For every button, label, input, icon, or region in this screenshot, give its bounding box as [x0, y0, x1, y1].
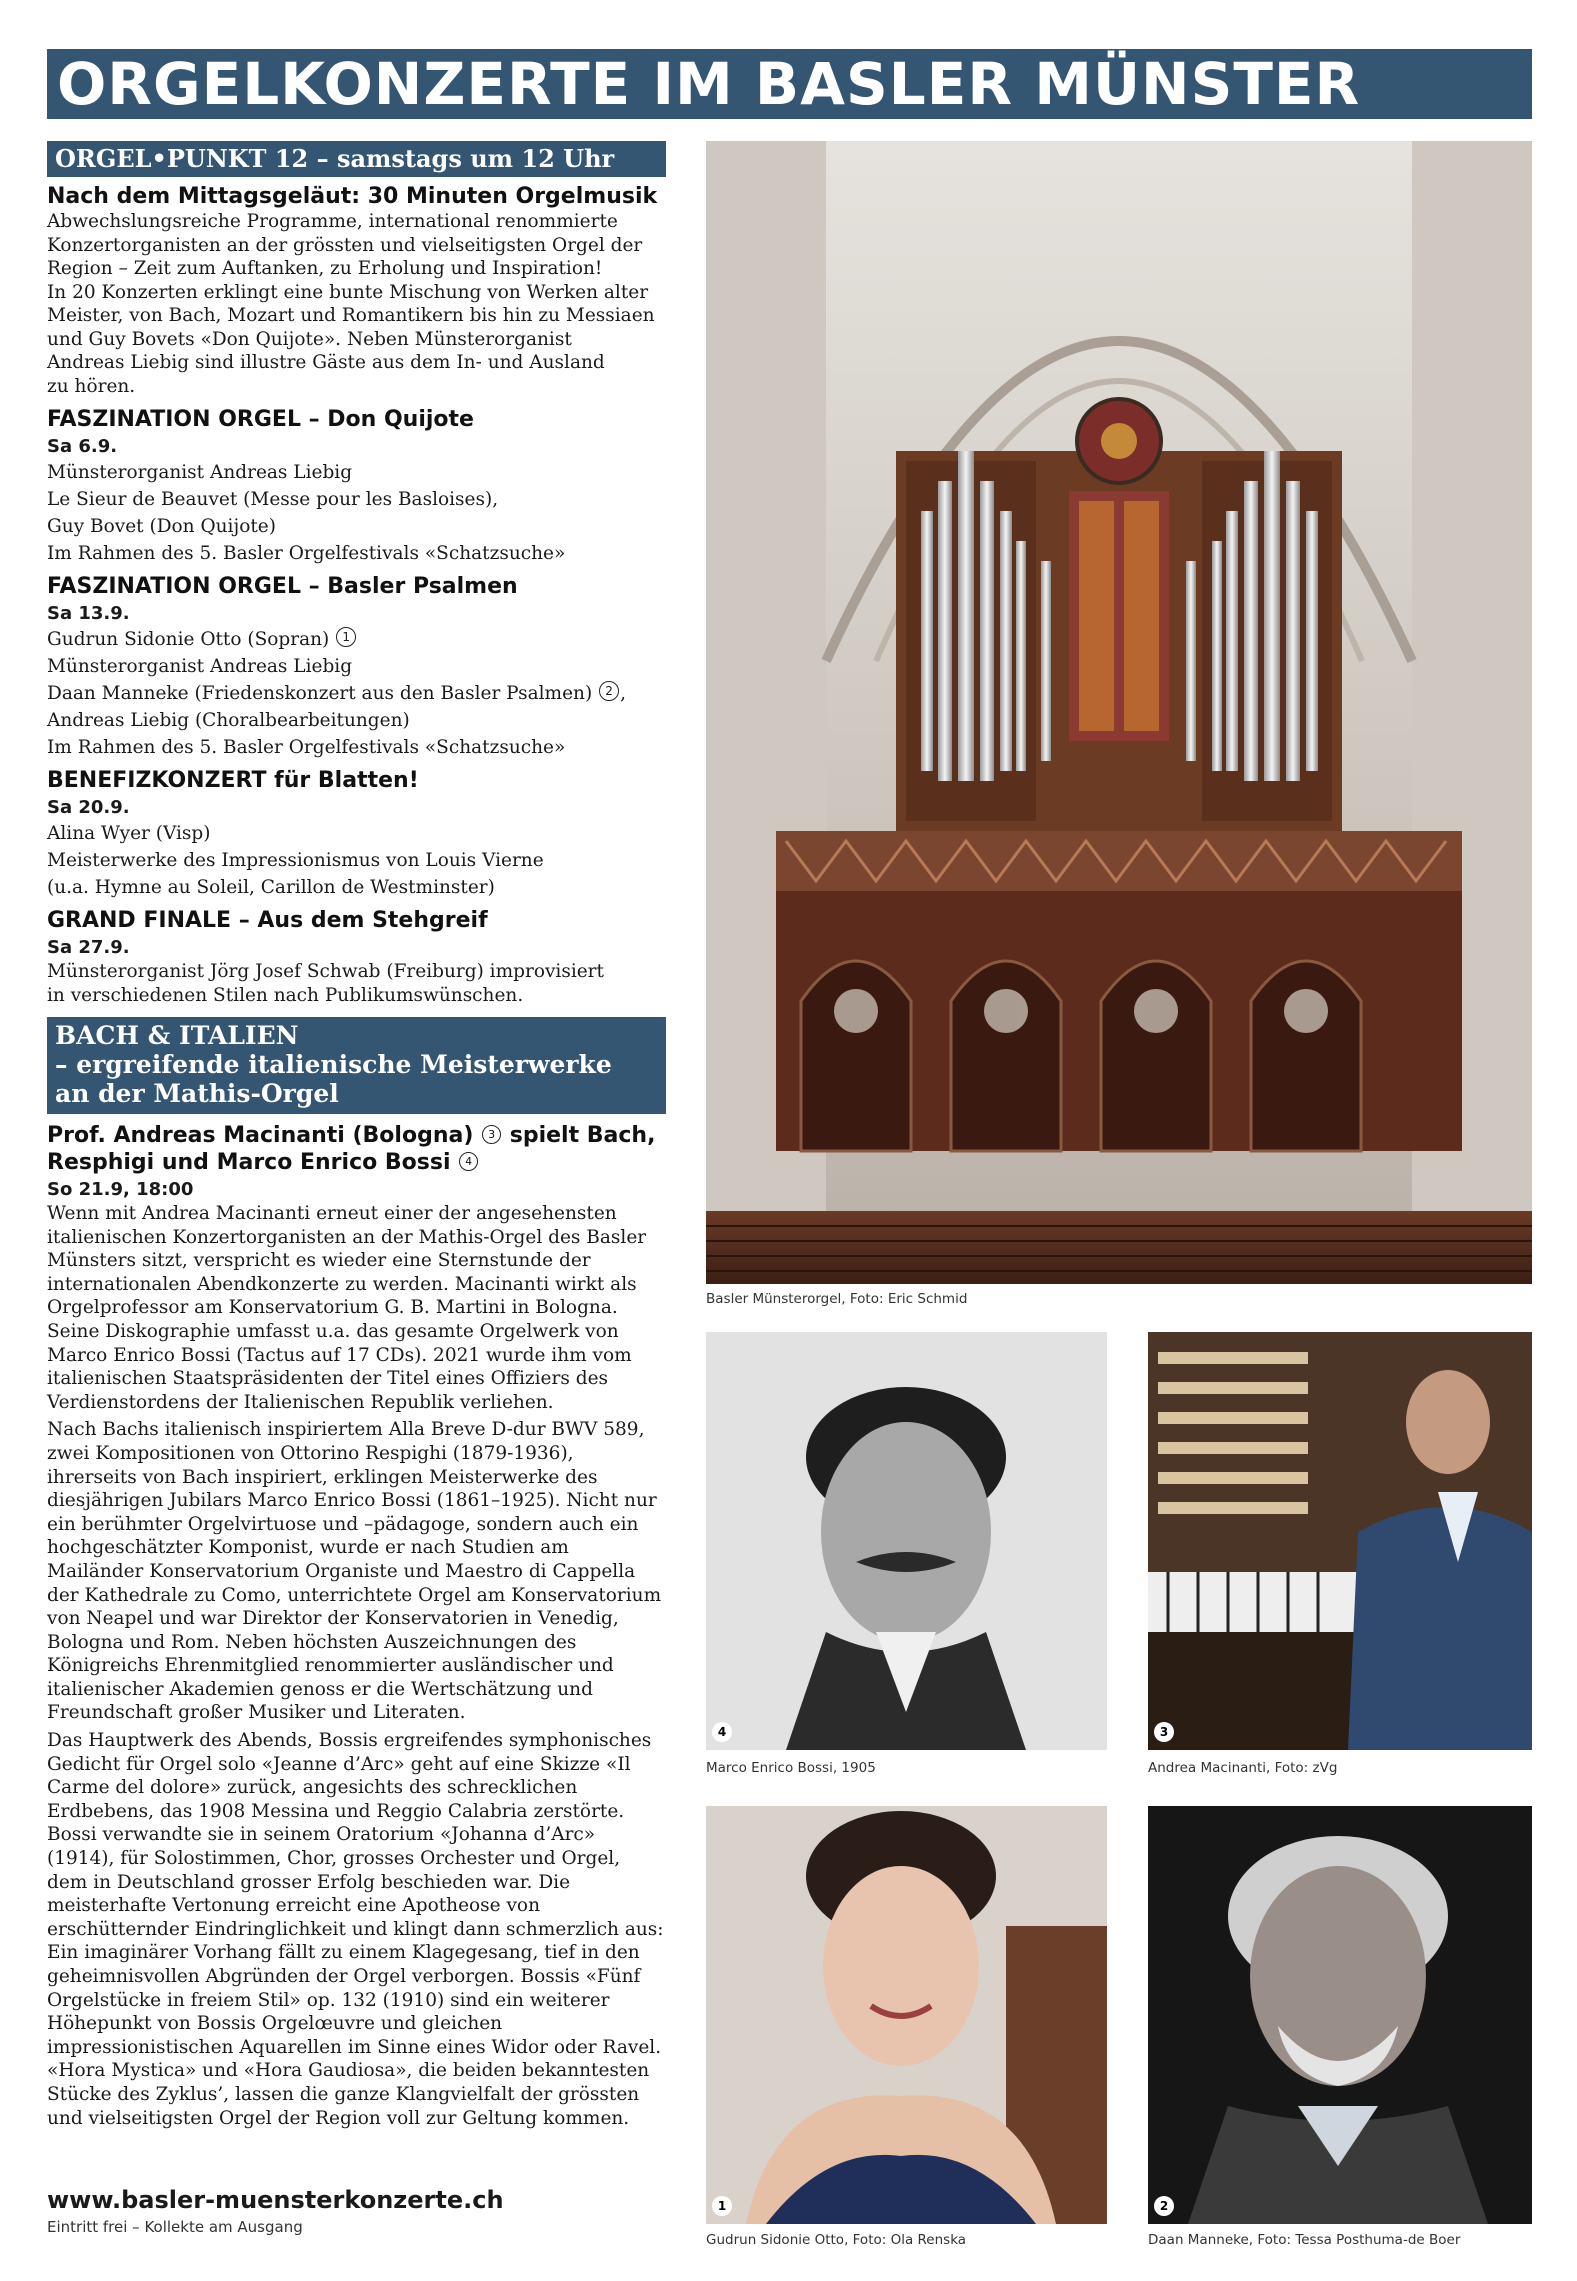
photo-number-badge: 4 [712, 1722, 732, 1742]
bach-heading-line: BACH & ITALIEN [55, 1021, 299, 1050]
left-column [47, 141, 666, 2134]
bach-heading [47, 1017, 666, 1114]
photo-number-badge: 2 [1154, 2196, 1174, 2216]
event-line-text: Daan Manneke (Friedenskonzert aus den Basler Psalmen) [47, 683, 593, 704]
macinanti-portrait [1148, 1332, 1532, 1750]
intro-line: Region – Zeit zum Auftanken, zu Erholung und Inspiration! [47, 258, 603, 279]
photo-ref-badge: 4 [459, 1152, 478, 1171]
intro-line: Andreas Liebig sind illustre Gäste aus dem In- und Ausland [47, 352, 605, 373]
event-line: Im Rahmen des 5. Basler Orgelfestivals «Schatzsuche» [47, 737, 566, 758]
manneke-photo [1148, 1806, 1532, 2224]
orgelpunkt-intro [47, 210, 666, 398]
otto-portrait [706, 1806, 1107, 2224]
event-title: BENEFIZKONZERT für Blatten! [47, 768, 419, 793]
paragraph: Nach Bachs italienisch inspiriertem Alla Breve D-dur BWV 589, zwei Kompositionen von Ottorino Respighi (1879-1936), ihrerseits von Bach inspiriert, erklingen Meisterwerke des diesjährigen Jubilars Marco Enrico Bossi (1861–1925). Nicht nur ein berühmter Orgelvirtuose und –pädagoge, sondern auch ein hochgeschätzter Komponist, wurde er nach Studien am Mailänder Konservatorium Organiste und Maestro di Cappella der Kathedrale zu Como, unterrichtete Orgel am Konservatorium von Neapel und war Direktor der Konservatorien in Venedig, Bologna und Rom. Neben höchsten Auszeichnungen des Königreichs Ehrenmitglied renommierter ausländischer und italienischer Akademien genoss er die Wertschätzung und Freundschaft großer Musiker und Literaten. [47, 1419, 662, 1724]
event-line: in verschiedenen Stilen nach Publikumswünschen. [47, 984, 524, 1006]
intro-line: Konzertorganisten an der grössten und vielseitigsten Orgel der [47, 234, 643, 256]
intro-line: und Guy Bovets «Don Quijote». Neben Münsterorganist [47, 328, 572, 350]
orgelpunkt-heading: ORGEL•PUNKT 12 – samstags um 12 Uhr [47, 141, 666, 177]
event-line: Guy Bovet (Don Quijote) [47, 516, 276, 537]
website-link[interactable]: www.basler-muensterkonzerte.ch [47, 2186, 504, 2214]
macinanti-caption: Andrea Macinanti, Foto: zVg [1148, 1760, 1338, 1776]
intro-line: zu hören. [47, 375, 136, 397]
event-line: Münsterorganist Jörg Josef Schwab (Freiburg) improvisiert [47, 961, 604, 982]
event-line-text: Gudrun Sidonie Otto (Sopran) [47, 629, 330, 650]
event-line: Münsterorganist Andreas Liebig [47, 656, 353, 677]
bossi-caption: Marco Enrico Bossi, 1905 [706, 1760, 876, 1776]
event-line: Le Sieur de Beauvet (Messe pour les Basloises), [47, 489, 499, 510]
photo-number-badge: 3 [1154, 1722, 1174, 1742]
page-title: ORGELKONZERTE IM BASLER MÜNSTER [47, 49, 1532, 119]
bach-text [47, 1202, 666, 2130]
orgelpunkt-subheading: Nach dem Mittagsgeläut: 30 Minuten Orgelmusik [47, 184, 658, 209]
photo-ref-badge: 3 [482, 1125, 501, 1144]
event-title: FASZINATION ORGEL – Don Quijote [47, 407, 474, 432]
event-line [47, 680, 666, 707]
paragraph: Das Hauptwerk des Abends, Bossis ergreifendes symphonisches Gedicht für Orgel solo «Jeanne d’Arc» geht auf eine Skizze «Il Carme del dolore» zurück, angesichts des schrecklichen Erdbebens, das 1908 Messina und Reggio Calabria zerstörte. Bossi verwandte sie in seinem Oratorium «Johanna d’Arc» (1914), für Solostimmen, Chor, grosses Orchester und Orgel, dem in Deutschland grosser Erfolg beschieden war. Die meisterhafte Vertonung erreicht eine Apotheose von erschütternder Eindringlichkeit und klingt dann schmerzlich aus: Ein imaginärer Vorhang fällt zu einem Klagegesang, tief in den geheimnisvollen Abgründen der Orgel verborgen. Bossis «Fünf Orgelstücke in freiem Stil» op. 132 (1910) sind ein weiterer Höhepunkt von Bossis Orgelœuvre und gleichen impressionistischen Aquarellen im Sinne eines Widor oder Ravel. «Hora Mystica» und «Hora Gaudiosa», die beiden bekanntesten Stücke des Zyklus’, lassen die ganze Klangvielfalt der grössten und vielseitigsten Orgel der Region voll zur Geltung kommen. [47, 1730, 664, 2129]
bach-sub-text: Resphigi und Marco Enrico Bossi [47, 1150, 451, 1175]
bach-heading-line: – ergreifende italienische Meisterwerke [55, 1050, 612, 1079]
bossi-portrait [706, 1332, 1107, 1750]
event-title: GRAND FINALE – Aus dem Stehgreif [47, 908, 488, 933]
manneke-portrait [1148, 1806, 1532, 2224]
event-date: Sa 20.9. [47, 797, 130, 818]
photo-ref-badge: 1 [336, 627, 356, 647]
event-date: Sa 13.9. [47, 603, 130, 624]
bach-sub-text: Prof. Andreas Macinanti (Bologna) [47, 1123, 474, 1148]
otto-caption: Gudrun Sidonie Otto, Foto: Ola Renska [706, 2232, 967, 2248]
bach-heading-line: an der Mathis-Orgel [55, 1079, 339, 1108]
bach-sub-text: spielt Bach, [509, 1123, 656, 1148]
event-line: Meisterwerke des Impressionismus von Louis Vierne [47, 850, 544, 871]
bach-subheading [47, 1122, 666, 1176]
event-benefiz [47, 767, 666, 901]
event-basler-psalmen [47, 573, 666, 761]
admission-note: Eintritt frei – Kollekte am Ausgang [47, 2218, 303, 2236]
paragraph: Wenn mit Andrea Macinanti erneut einer der angesehensten italienischen Konzertorganisten an der Mathis-Orgel des Basler Münsters sitzt, verspricht es wieder eine Sternstunde der internationalen Abendkonzerte zu werden. Macinanti wirkt als Orgelprofessor am Konservatorium G. B. Martini in Bologna. Seine Diskographie umfasst u.a. das gesamte Orgelwerk von Marco Enrico Bossi (Tactus auf 17 CDs). 2021 wurde ihm vom italienischen Staatspräsidenten der Titel eines Offiziers des Verdienstordens der Italienischen Republik verliehen. [47, 1203, 647, 1413]
macinanti-photo [1148, 1332, 1532, 1750]
otto-photo [706, 1806, 1107, 2224]
organ-photo [706, 141, 1532, 1284]
event-title: FASZINATION ORGEL – Basler Psalmen [47, 574, 518, 599]
event-date: Sa 6.9. [47, 436, 118, 457]
event-line: Münsterorganist Andreas Liebig [47, 462, 353, 483]
organ-photo-caption: Basler Münsterorgel, Foto: Eric Schmid [706, 1291, 968, 1307]
event-grand-finale [47, 907, 666, 1007]
event-line-suffix: , [620, 683, 626, 704]
event-line: Im Rahmen des 5. Basler Orgelfestivals «Schatzsuche» [47, 543, 566, 564]
event-line: Andreas Liebig (Choralbearbeitungen) [47, 710, 410, 731]
event-don-quijote [47, 406, 666, 567]
photo-number-badge: 1 [712, 2196, 732, 2216]
intro-line: In 20 Konzerten erklingt eine bunte Mischung von Werken alter [47, 281, 649, 303]
bossi-photo [706, 1332, 1107, 1750]
event-line: Alina Wyer (Visp) [47, 823, 211, 844]
manneke-caption: Daan Manneke, Foto: Tessa Posthuma-de Boer [1148, 2232, 1461, 2248]
intro-line: Abwechslungsreiche Programme, international renommierte [47, 211, 618, 232]
intro-line: Meister, von Bach, Mozart und Romantikern bis hin zu Messiaen [47, 305, 655, 326]
organ-illustration [706, 141, 1532, 1284]
bach-date: So 21.9, 18:00 [47, 1179, 194, 1200]
photo-ref-badge: 2 [599, 681, 619, 701]
event-date: Sa 27.9. [47, 937, 130, 958]
event-line: (u.a. Hymne au Soleil, Carillon de Westminster) [47, 877, 495, 898]
event-line [47, 626, 666, 653]
